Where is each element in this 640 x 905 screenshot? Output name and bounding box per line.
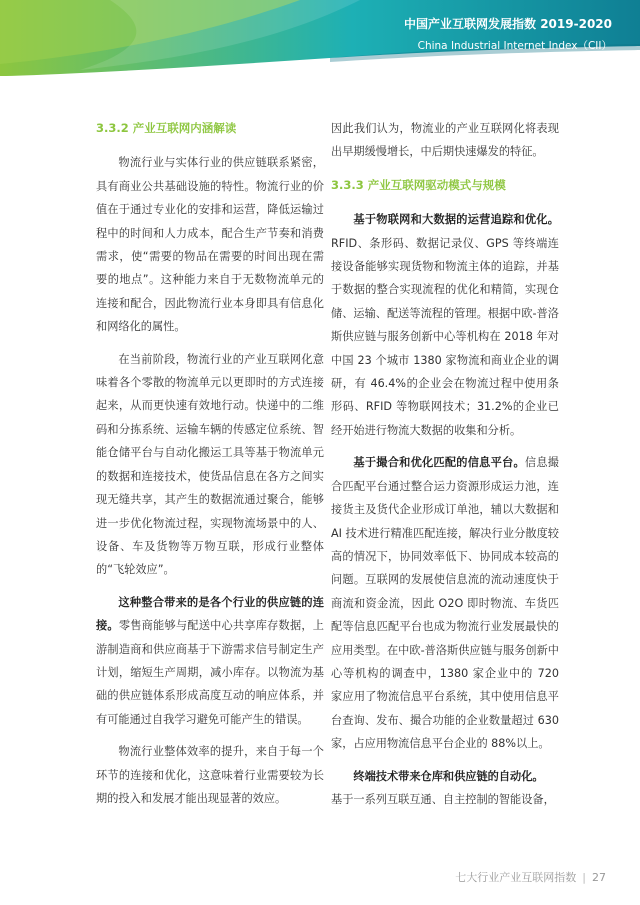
- left-paragraph-3: [96, 591, 324, 731]
- right-paragraph-3-continued: 基于一系列互联互通、自主控制的智能设备，: [331, 792, 555, 806]
- right-paragraph-3: [331, 765, 559, 788]
- page-footer: [455, 869, 606, 885]
- right-paragraph-1-text: RFID、条形码、数据记录仪、GPS 等终端连接设备能够实现货物和物流主体的追踪，并基于数据的整合实现流程的优化和精简，实现仓储、运输、配送等流程的管理。根据中欧-普洛斯供应链与服务创新中心等机构在 2018 年对中国 23 个城市 1380 家物流和商业企业的调研，有 46.4%的企业会在物流过程中使用条形码、RFID 等物联网技术；31.2%的企业已经开始进行物流大数据的收集和分析。: [331, 236, 559, 437]
- left-column: [96, 117, 324, 810]
- right-column: [331, 117, 559, 811]
- left-paragraph-3-bold: 这种整合带来的是各个行业的供应链的连接。: [96, 595, 324, 633]
- left-paragraph-4: 物流行业整体效率的提升，来自于每一个环节的连接和优化，这意味着行业需要较为长期的投入和发展才能出现显著的效应。: [96, 745, 324, 805]
- section-heading-3-3-3: 3.3.3 产业互联网驱动模式与规模: [331, 177, 506, 192]
- right-paragraph-2-text: 信息撮合匹配平台通过整合运力资源形成运力池，连接货主及货代企业形成订单池，辅以大数据和 AI 技术进行精准匹配连接，解决行业分散度较高的情况下，协同效率低下、协同成本较高的问题。互联网的发展使信息流的流动速度快于商流和资金流，因此 O2O 即时物流、车货匹配等信息匹配平台也成为物流行业发展最快的应用类型。在中欧-普洛斯供应链与服务创新中心等机构的调查中，1380 家企业中的 720 家应用了物流信息平台系统，其中使用信息平台查询、发布、撮合功能的企业数量超过 630 家，占应用物流信息平台企业的 88%以上。: [331, 456, 559, 751]
- right-paragraph-1: [331, 208, 559, 442]
- header-title-en: China Industrial Internet Index（CII）: [417, 40, 612, 52]
- page-number: 27: [592, 871, 606, 884]
- right-paragraph-3-bold: 终端技术带来仓库和供应链的自动化。: [353, 769, 544, 783]
- left-paragraph-2: 在当前阶段，物流行业的产业互联网化意味着各个零散的物流单元以更即时的方式连接起来，从而更快速有效地行动。快递中的二维码和分拣系统、运输车辆的传感定位系统、智能仓储平台与自动化搬运工具等基于物流单元的数据和连接技术，使货品信息在各方之间实现无缝共享，其产生的数据流通过聚合，能够进一步优化物流过程，实现物流场景中的人、设备、车及货物等万物互联，形成行业整体的“飞轮效应”。: [96, 352, 324, 577]
- footer-title: 七大行业产业互联网指数: [455, 871, 577, 884]
- right-paragraph-2: [331, 451, 559, 755]
- left-paragraph-3-text: 零售商能够与配送中心共享库存数据，上游制造商和供应商基于下游需求信号制定生产计划，缩短生产周期，减小库存。以物流为基础的供应链体系形成高度互动的响应体系，并有可能通过自我学习避免可能产生的错误。: [96, 619, 324, 726]
- right-paragraph-0: 因此我们认为，物流业的产业互联网化将表现出早期缓慢增长，中后期快速爆发的特征。: [331, 122, 559, 159]
- footer-separator: |: [582, 871, 586, 884]
- right-paragraph-1-bold: 基于物联网和大数据的运营追踪和优化。: [353, 213, 559, 227]
- right-paragraph-2-bold: 基于撮合和优化匹配的信息平台。: [353, 456, 525, 470]
- header-title-cn: 中国产业互联网发展指数 2019-2020: [404, 17, 612, 31]
- header-banner: [0, 0, 640, 80]
- section-heading-3-3-2: 3.3.2 产业互联网内涵解读: [96, 121, 237, 135]
- left-paragraph-1: 物流行业与实体行业的供应链联系紧密，具有商业公共基础设施的特性。物流行业的价值在于通过专业化的安排和运营，降低运输过程中的时间和人力成本，配合生产节奏和消费需求，使“需要的物品在需要的时间出现在需要的地点”。这种能力来自于无数物流单元的连接和配合，因此物流行业本身即具有信息化和网络化的属性。: [96, 156, 324, 334]
